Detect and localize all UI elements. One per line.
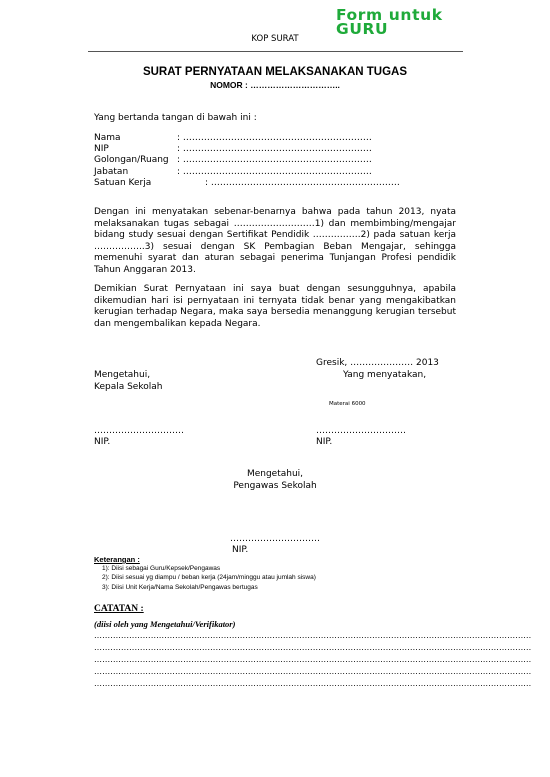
sign-left-line2: Kepala Sekolah <box>94 381 163 392</box>
kop-surat: KOP SURAT <box>251 34 299 44</box>
nip-label: NIP. <box>94 437 111 447</box>
place-date: Gresik, ………………… 2013 <box>316 358 439 368</box>
pengawas-block <box>0 469 550 492</box>
keterangan-item: 3): Diisi Unit Kerja/Nama Sekolah/Pengawas bertugas <box>102 583 258 591</box>
watermark-line1: Form untuk <box>336 6 443 24</box>
pengawas-line2: Pengawas Sekolah <box>233 480 317 491</box>
sign-left-line1: Mengetahui, <box>94 370 151 380</box>
signature-dots: ………………………… <box>230 534 320 544</box>
keterangan-title: Keterangan : <box>94 555 140 564</box>
catatan-line: ……………………………………………………………………………………………………………………………………………… <box>94 643 532 652</box>
watermark-line2: GURU <box>336 20 389 38</box>
keterangan-item: 1): Diisi sebagai Guru/Kepsek/Pengawas <box>102 565 221 572</box>
pengawas-signature <box>230 534 320 556</box>
signature-dots: ………………………… <box>316 426 406 436</box>
nip-label: NIP. <box>232 545 249 555</box>
pengawas-line1: Mengetahui, <box>246 469 304 479</box>
field-label: Jabatan <box>94 166 129 177</box>
field-label: Satuan Kerja <box>94 177 152 188</box>
field-value: : ……………………………………………………… <box>177 144 372 155</box>
keterangan-item: 2): Diisi sesuai yg diampu / beban kerja (24jam/minggu atau jumlah siswa) <box>102 574 316 582</box>
catatan-line: ……………………………………………………………………………………………………………………………………………… <box>94 679 532 688</box>
catatan-title: CATATAN : <box>94 604 144 614</box>
closing-paragraph: Demikian Surat Pernyataan ini saya buat dengan sesungguhnya, apabila dikemudian hari isi pernyataan ini ternyata tidak benar yang mengakibatkan kerugian terhadap Negara, maka saya bersedia menanggung kerugian tersebut dan mengembalikan kepada Negara. <box>94 284 456 329</box>
form-watermark <box>336 8 443 36</box>
sign-left-signature <box>94 426 184 448</box>
header-divider <box>88 51 463 52</box>
sign-left-block <box>94 370 162 393</box>
materai-label: Materai 6000 <box>329 401 366 407</box>
document-number: NOMOR : ………………………….. <box>210 80 340 90</box>
catatan-line: ……………………………………………………………………………………………………………………………………………… <box>94 631 532 640</box>
field-value: : ……………………………………………………… <box>177 133 372 143</box>
document-title: SURAT PERNYATAAN MELAKSANAKAN TUGAS <box>142 66 408 78</box>
field-label: NIP <box>94 144 109 155</box>
nip-label: NIP. <box>316 437 333 447</box>
catatan-subtitle: (diisi oleh yang Mengetahui/Verifikator) <box>94 619 236 629</box>
sign-right-line1: Yang menyatakan, <box>343 370 427 380</box>
signature-dots: ………………………… <box>94 426 184 436</box>
field-value: : ……………………………………………………… <box>177 166 372 177</box>
catatan-line: ……………………………………………………………………………………………………………………………………………… <box>94 667 532 676</box>
statement-paragraph: Dengan ini menyatakan sebenar-benarnya bahwa pada tahun 2013, nyata melaksanakan tugas sebagai ………………………1) dan membimbing/mengajar bidang study sesuai dengan Sertifikat Pendidik …………….2) pada satuan kerja ……………..3) sesuai dengan SK Pembagian Beban Mengajar, sehingga memenuhi syarat dan aturan sebagai penerima Tunjangan Profesi pendidik Tahun Anggaran 2013. <box>94 207 456 275</box>
intro-text: Yang bertanda tangan di bawah ini : <box>94 113 257 123</box>
field-value: : ……………………………………………………… <box>205 177 400 188</box>
field-value: : ……………………………………………………… <box>177 155 372 166</box>
field-label: Golongan/Ruang <box>94 155 169 166</box>
catatan-line: ……………………………………………………………………………………………………………………………………………… <box>94 655 532 664</box>
sign-right-signature <box>316 426 406 448</box>
field-label: Nama <box>94 133 121 143</box>
keterangan-block <box>94 555 316 592</box>
